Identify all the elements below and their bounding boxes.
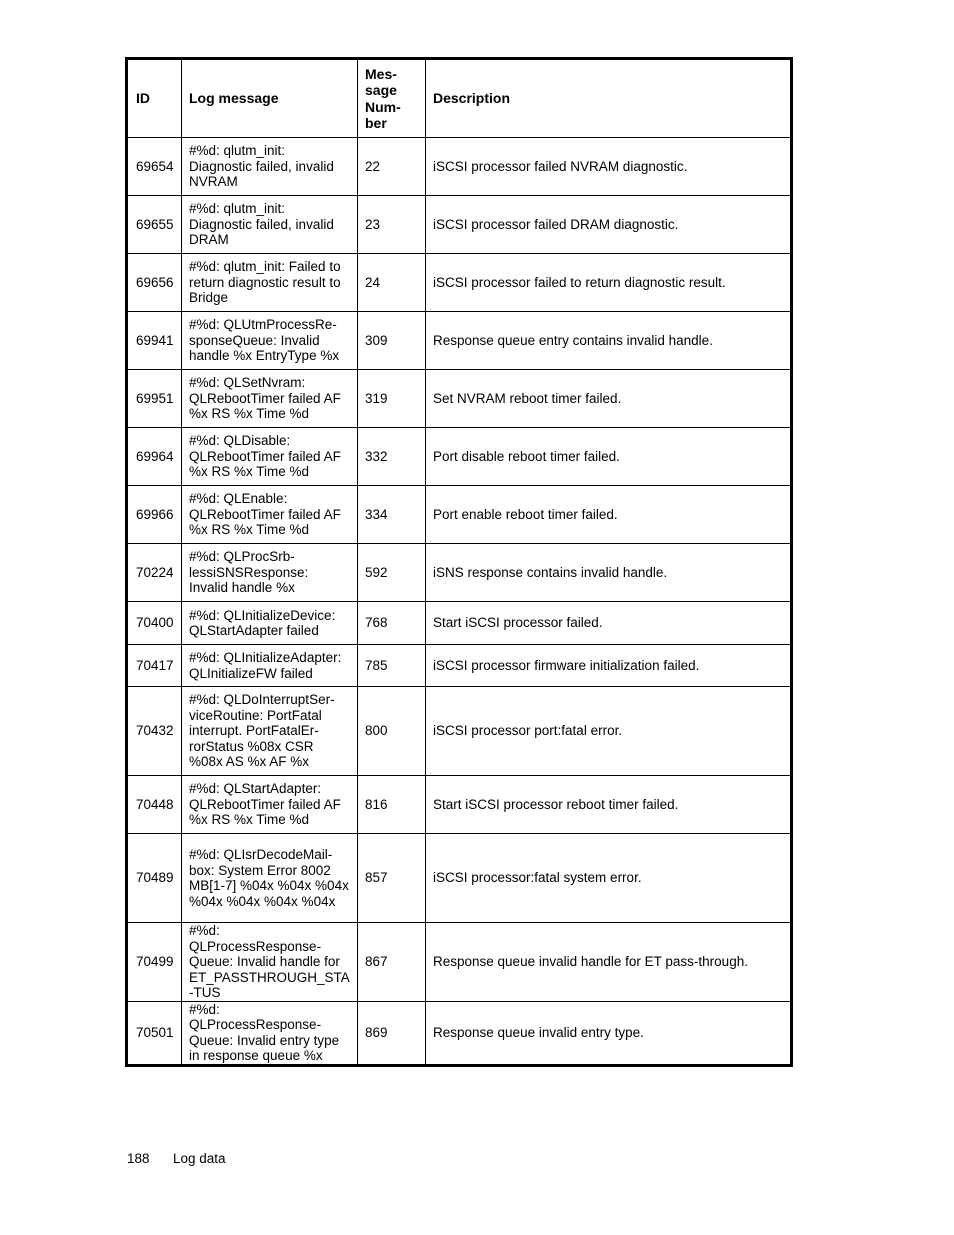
row-message-number: 867 bbox=[358, 923, 426, 1002]
row-id: 70224 bbox=[127, 544, 182, 602]
row-message-number: 785 bbox=[358, 645, 426, 687]
table-row bbox=[127, 254, 792, 312]
table-row bbox=[127, 687, 792, 776]
row-log-message: #%d: QLInitializeAdapter: QLInitializeFW failed bbox=[182, 645, 358, 687]
row-id: 69656 bbox=[127, 254, 182, 312]
header-log-message: Log message bbox=[182, 59, 358, 138]
row-message-number: 319 bbox=[358, 370, 426, 428]
row-id: 69966 bbox=[127, 486, 182, 544]
row-description: Response queue invalid handle for ET pass-through. bbox=[426, 923, 792, 1002]
row-id: 69941 bbox=[127, 312, 182, 370]
table-row bbox=[127, 138, 792, 196]
row-description: Response queue invalid entry type. bbox=[426, 1001, 792, 1065]
row-description: iSCSI processor failed DRAM diagnostic. bbox=[426, 196, 792, 254]
row-id: 70501 bbox=[127, 1001, 182, 1065]
row-message-number: 332 bbox=[358, 428, 426, 486]
row-description: iSCSI processor port:fatal error. bbox=[426, 687, 792, 776]
row-message-number: 800 bbox=[358, 687, 426, 776]
row-message-number: 869 bbox=[358, 1001, 426, 1065]
table-row bbox=[127, 602, 792, 645]
row-id: 70489 bbox=[127, 834, 182, 923]
row-log-message: #%d: qlutm_init: Diagnostic failed, invalid NVRAM bbox=[182, 138, 358, 196]
row-description: Port enable reboot timer failed. bbox=[426, 486, 792, 544]
table-row bbox=[127, 370, 792, 428]
row-id: 69655 bbox=[127, 196, 182, 254]
row-id: 70448 bbox=[127, 776, 182, 834]
row-id: 70432 bbox=[127, 687, 182, 776]
row-description: iSCSI processor firmware initialization failed. bbox=[426, 645, 792, 687]
row-log-message: #%d: QLStartAdapter: QLRebootTimer failed AF %x RS %x Time %d bbox=[182, 776, 358, 834]
row-log-message: #%d: QLInitializeDevice: QLStartAdapter failed bbox=[182, 602, 358, 645]
table-row bbox=[127, 486, 792, 544]
row-description: iSCSI processor failed to return diagnostic result. bbox=[426, 254, 792, 312]
row-log-message: #%d: QLDisable: QLRebootTimer failed AF %x RS %x Time %d bbox=[182, 428, 358, 486]
table-row bbox=[127, 776, 792, 834]
table-row bbox=[127, 544, 792, 602]
row-log-message: #%d: QLDoInterruptSer-viceRoutine: PortFatal interrupt. PortFatalEr-rorStatus %08x CSR %08x AS %x AF %x bbox=[182, 687, 358, 776]
page-number: 188 bbox=[127, 1151, 150, 1166]
row-log-message: #%d: QLEnable: QLRebootTimer failed AF %x RS %x Time %d bbox=[182, 486, 358, 544]
row-log-message: #%d: qlutm_init: Diagnostic failed, invalid DRAM bbox=[182, 196, 358, 254]
table-row bbox=[127, 834, 792, 923]
row-message-number: 592 bbox=[358, 544, 426, 602]
row-message-number: 24 bbox=[358, 254, 426, 312]
table-row bbox=[127, 312, 792, 370]
row-description: Start iSCSI processor reboot timer failed. bbox=[426, 776, 792, 834]
row-message-number: 22 bbox=[358, 138, 426, 196]
row-message-number: 857 bbox=[358, 834, 426, 923]
row-description: Port disable reboot timer failed. bbox=[426, 428, 792, 486]
row-message-number: 23 bbox=[358, 196, 426, 254]
row-description: iSCSI processor:fatal system error. bbox=[426, 834, 792, 923]
row-id: 69964 bbox=[127, 428, 182, 486]
section-title: Log data bbox=[173, 1151, 226, 1166]
row-description: iSCSI processor failed NVRAM diagnostic. bbox=[426, 138, 792, 196]
header-message-number: Mes- sage Num- ber bbox=[358, 59, 426, 138]
row-description: Response queue entry contains invalid handle. bbox=[426, 312, 792, 370]
row-log-message: #%d: QLProcessResponse-Queue: Invalid handle for ET_PASSTHROUGH_STA-TUS bbox=[182, 923, 358, 1002]
row-description: Set NVRAM reboot timer failed. bbox=[426, 370, 792, 428]
row-description: Start iSCSI processor failed. bbox=[426, 602, 792, 645]
row-message-number: 309 bbox=[358, 312, 426, 370]
page-footer bbox=[127, 1151, 226, 1167]
row-message-number: 768 bbox=[358, 602, 426, 645]
row-log-message: #%d: QLIsrDecodeMail-box: System Error 8002 MB[1-7] %04x %04x %04x %04x %04x %04x %04x bbox=[182, 834, 358, 923]
log-data-table bbox=[125, 57, 793, 1067]
table-row bbox=[127, 1001, 792, 1065]
row-id: 69951 bbox=[127, 370, 182, 428]
table-row bbox=[127, 645, 792, 687]
row-id: 70499 bbox=[127, 923, 182, 1002]
row-log-message: #%d: QLSetNvram: QLRebootTimer failed AF %x RS %x Time %d bbox=[182, 370, 358, 428]
header-description: Description bbox=[426, 59, 792, 138]
table-row bbox=[127, 196, 792, 254]
row-log-message: #%d: QLProcessResponse-Queue: Invalid entry type in response queue %x bbox=[182, 1001, 358, 1065]
row-log-message: #%d: QLUtmProcessRe-sponseQueue: Invalid handle %x EntryType %x bbox=[182, 312, 358, 370]
row-message-number: 816 bbox=[358, 776, 426, 834]
row-id: 70400 bbox=[127, 602, 182, 645]
table-body bbox=[127, 138, 792, 1066]
row-description: iSNS response contains invalid handle. bbox=[426, 544, 792, 602]
row-id: 70417 bbox=[127, 645, 182, 687]
row-id: 69654 bbox=[127, 138, 182, 196]
row-log-message: #%d: qlutm_init: Failed to return diagnostic result to Bridge bbox=[182, 254, 358, 312]
table-row bbox=[127, 923, 792, 1002]
row-message-number: 334 bbox=[358, 486, 426, 544]
header-id: ID bbox=[127, 59, 182, 138]
row-log-message: #%d: QLProcSrb-lessiSNSResponse: Invalid handle %x bbox=[182, 544, 358, 602]
table-header-row bbox=[127, 59, 792, 138]
table-row bbox=[127, 428, 792, 486]
